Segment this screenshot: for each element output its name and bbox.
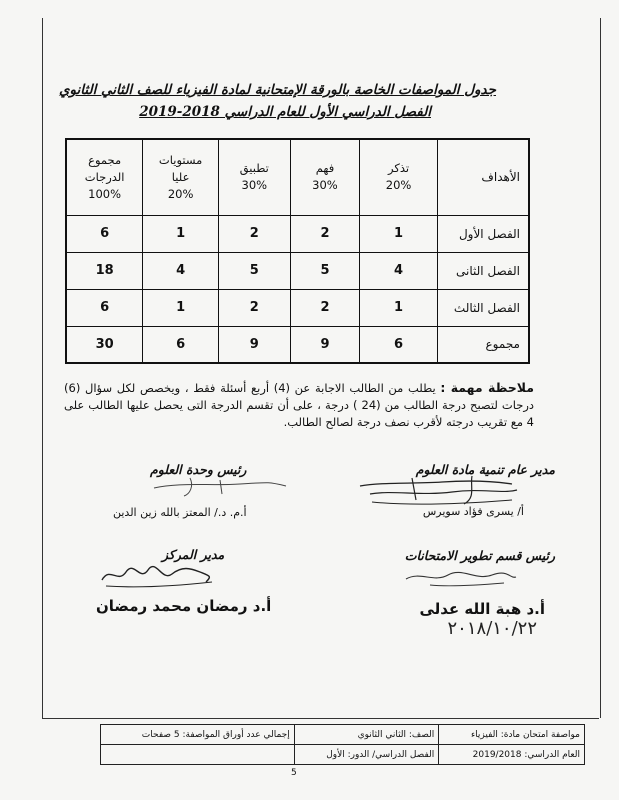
header-cell: مستويات عليا 20% (143, 139, 219, 215)
handwritten-date: ٢٠١٨/١٠/٢٢ (447, 618, 537, 639)
footer-total-pages: إجمالي عدد أوراق المواصفة: 5 صفحات (101, 725, 295, 745)
signature-name-science-unit: أ.م. د./ المعتز بالله زين الدين (113, 506, 247, 519)
table-cell: 30 (66, 326, 143, 363)
signature-name-exam-development: أ.د هبة الله عدلى (419, 600, 545, 618)
document-subtitle: الفصل الدراسي الأول للعام الدراسي 2018-2019 (139, 104, 431, 120)
table-cell: 2 (218, 289, 290, 326)
handwritten-signature (96, 558, 216, 592)
footer-term: الفصل الدراسي/ الدور: الأول (294, 745, 439, 765)
footer-row (101, 725, 585, 745)
table-cell: 5 (218, 252, 290, 289)
table-row-total (66, 326, 529, 363)
document-title: جدول المواصفات الخاصة بالورقة الإمتحانية لمادة الفيزياء للصف الثاني الثانوي (58, 82, 496, 98)
table-cell: 6 (66, 289, 143, 326)
table-cell: 6 (360, 326, 438, 363)
footer-year: العام الدراسي: 2019/2018 (439, 745, 585, 765)
table-cell: 2 (218, 215, 290, 252)
page-number: 5 (291, 768, 297, 778)
row-label: مجموع (437, 326, 529, 363)
note-heading: ملاحظة مهمة : (440, 380, 535, 395)
header-cell: مجموع الدرجات 100% (66, 139, 143, 215)
signature-title-exam-development: رئيس قسم تطوير الامتحانات (404, 548, 555, 563)
signature-title-science-unit: رئيس وحدة العلوم (150, 462, 247, 477)
table-cell: 18 (66, 252, 143, 289)
header-cell: تذكر 20% (360, 139, 438, 215)
table-cell: 5 (290, 252, 360, 289)
table-cell: 4 (360, 252, 438, 289)
specification-table (65, 138, 530, 364)
note-text: يطلب من الطالب الاجابة عن (4) أربع أسئلة فقط ، ويخصص لكل سؤال (6) درجات لتصبح درجة الطالب من (24 ) درجة ، على أن تقسم الدرجة التى يحصل عليها الطالب على 4 مع تقريب درجته لأقرب نصف درجة لصالح الطالب. (64, 381, 535, 429)
row-label: الفصل الثانى (437, 252, 529, 289)
footer-empty-cell (101, 745, 295, 765)
table-cell: 9 (290, 326, 360, 363)
footer-subject: مواصفة امتحان مادة: الفيزياء (439, 725, 585, 745)
table-cell: 2 (290, 215, 360, 252)
header-cell: الأهداف (437, 139, 529, 215)
table-cell: 4 (143, 252, 219, 289)
handwritten-signature (400, 565, 520, 589)
signature-name-center-director: أ.د رمضان محمد رمضان (96, 597, 272, 615)
footer-row (101, 745, 585, 765)
footer-grade: الصف: الثاني الثانوي (294, 725, 439, 745)
important-note (64, 379, 534, 431)
signature-title-center-director: مدير المركز (162, 547, 225, 562)
table-cell: 1 (143, 215, 219, 252)
row-label: الفصل الثالث (437, 289, 529, 326)
signature-title-science-director: مدير عام تنمية مادة العلوم (415, 462, 555, 477)
table-cell: 1 (360, 289, 438, 326)
handwritten-signature (150, 472, 290, 500)
table-cell: 2 (290, 289, 360, 326)
signature-name-science-director: أ/ يسرى فؤاد سويرس (422, 505, 524, 518)
table-cell: 1 (360, 215, 438, 252)
table-cell: 6 (66, 215, 143, 252)
header-cell: فهم 30% (290, 139, 360, 215)
table-cell: 6 (143, 326, 219, 363)
footer-divider (42, 718, 599, 719)
header-cell: تطبيق 30% (218, 139, 290, 215)
table-header-row (66, 139, 529, 215)
table-cell: 1 (143, 289, 219, 326)
row-label: الفصل الأول (437, 215, 529, 252)
table-row (66, 289, 529, 326)
table-row (66, 215, 529, 252)
table-cell: 9 (218, 326, 290, 363)
table-row (66, 252, 529, 289)
footer-table (100, 724, 585, 765)
